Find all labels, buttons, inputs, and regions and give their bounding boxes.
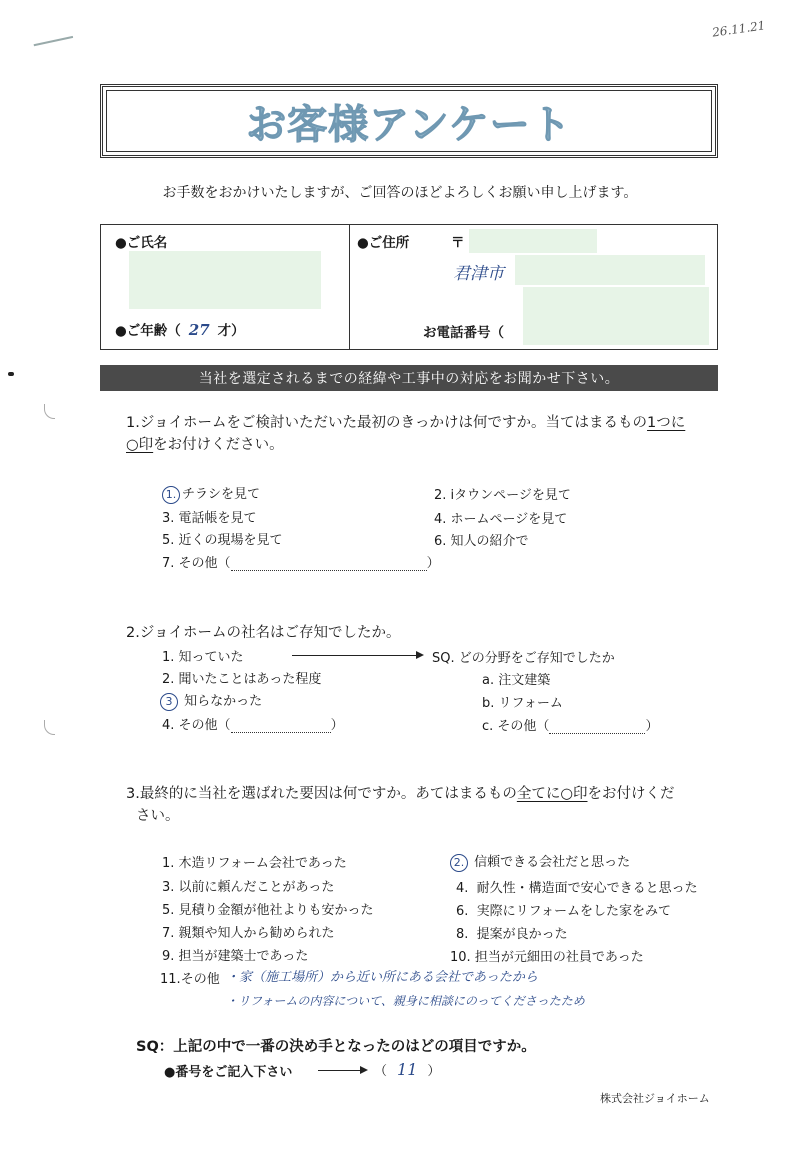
- q3-other-note-1[interactable]: ・家（施工場所）から近い所にある会社であったから: [226, 970, 538, 985]
- survey-title: お客様アンケート: [246, 101, 572, 148]
- q2-subquestion: SQ. どの分野をご存知でしたか: [432, 651, 615, 666]
- q2-option-1[interactable]: 1. 知っていた: [162, 650, 244, 665]
- scan-speck: [8, 372, 14, 376]
- name-field-redacted[interactable]: [129, 251, 321, 309]
- q2-option-4[interactable]: 4. その他（ ）: [162, 718, 344, 733]
- selected-circle: 1.: [162, 486, 180, 504]
- q3-option-2[interactable]: 2. 信頼できる会社だと思った: [450, 851, 630, 872]
- question-1: 1.ジョイホームをご検討いただいた最初のきっかけは何ですか。当てはまるもの1つに ○印をお付けください。: [126, 415, 686, 453]
- q2-sq-option-c[interactable]: c. その他（ ）: [482, 719, 659, 734]
- q3-option-8[interactable]: 8. 提案が良かった: [456, 927, 568, 942]
- intro-text: お手数をおかけいたしますが、ご回答のほどよろしくお願い申し上げます。: [162, 185, 638, 201]
- pencil-mark: [34, 36, 75, 52]
- q3-option-6[interactable]: 6. 実際にリフォームをした家をみて: [456, 904, 672, 919]
- q3-option-1[interactable]: 1. 木造リフォーム会社であった: [162, 856, 347, 871]
- name-label: ●ご氏名: [115, 235, 168, 251]
- number-prompt: ●番号をご記入下さい: [164, 1065, 293, 1080]
- q2-other-field[interactable]: [231, 720, 331, 733]
- q3-option-5[interactable]: 5. 見積り金額が他社よりも安かった: [162, 903, 374, 918]
- selected-circle: 2.: [450, 854, 468, 872]
- q2-sq-option-a[interactable]: a. 注文建築: [482, 673, 551, 688]
- address-city[interactable]: 君津市: [453, 264, 504, 284]
- q3-option-11[interactable]: 11.その他: [160, 972, 220, 987]
- q2-sq-other-field[interactable]: [549, 721, 645, 734]
- q1-option-7[interactable]: 7. その他（ ）: [162, 556, 440, 571]
- q3-other-note-2[interactable]: ・リフォームの内容について、親身に相談にのってくださったため: [226, 994, 585, 1008]
- info-divider: [349, 225, 350, 349]
- q1-option-1[interactable]: 1. チラシを見て: [162, 483, 260, 504]
- q2-sq-option-b[interactable]: b. リフォーム: [482, 696, 563, 711]
- age-value[interactable]: 27: [188, 321, 210, 339]
- q3-option-7[interactable]: 7. 親類や知人から勧められた: [162, 926, 335, 941]
- arrow-icon: [318, 1070, 366, 1071]
- address-label: ●ご住所: [357, 235, 410, 251]
- q3-option-3[interactable]: 3. 以前に頼んだことがあった: [162, 880, 335, 895]
- q3-option-9[interactable]: 9. 担当が建築士であった: [162, 949, 309, 964]
- handwritten-date: 26.11.21: [711, 18, 767, 40]
- question-2: 2.ジョイホームの社名はご存知でしたか。: [126, 625, 401, 641]
- q3-option-4[interactable]: 4. 耐久性・構造面で安心できると思った: [456, 881, 698, 896]
- q1-option-3[interactable]: 3. 電話帳を見て: [162, 511, 257, 526]
- address-redacted[interactable]: [515, 255, 705, 285]
- postal-mark: 〒: [451, 235, 465, 251]
- title-box: [100, 84, 718, 158]
- selected-circle: 3: [160, 693, 178, 711]
- q1-other-field[interactable]: [231, 558, 427, 571]
- postal-code-redacted[interactable]: [469, 229, 597, 253]
- customer-info-box: [100, 224, 718, 350]
- final-subquestion: SQ：上記の中で一番の決め手となったのはどの項目ですか。: [136, 1039, 536, 1055]
- phone-redacted[interactable]: [523, 287, 709, 345]
- q2-option-3[interactable]: 3 知らなかった: [160, 690, 262, 711]
- company-name: 株式会社ジョイホーム: [600, 1092, 710, 1105]
- q2-option-2[interactable]: 2. 聞いたことはあった程度: [162, 672, 322, 687]
- answer-value: 11: [397, 1060, 418, 1079]
- q1-option-2[interactable]: 2. iタウンページを見て: [434, 488, 571, 503]
- phone-label: お電話番号（: [423, 325, 504, 341]
- q1-option-6[interactable]: 6. 知人の紹介で: [434, 534, 529, 549]
- section-banner: 当社を選定されるまでの経緯や工事中の対応をお聞かせ下さい。: [100, 365, 718, 391]
- punch-hole-mark: [44, 720, 55, 735]
- q1-option-4[interactable]: 4. ホームページを見て: [434, 512, 568, 527]
- punch-hole-mark: [44, 404, 55, 419]
- q1-option-5[interactable]: 5. 近くの現場を見て: [162, 533, 283, 548]
- age-label: ●ご年齢（ 27 才）: [115, 321, 245, 339]
- question-3: 3.最終的に当社を選ばれた要因は何ですか。あてはまるもの全てに○印をお付けくだ さい。: [126, 786, 675, 824]
- answer-field[interactable]: （ 11 ）: [374, 1060, 441, 1079]
- q3-option-10[interactable]: 10. 担当が元細田の社員であった: [450, 950, 644, 965]
- arrow-icon: [292, 655, 422, 656]
